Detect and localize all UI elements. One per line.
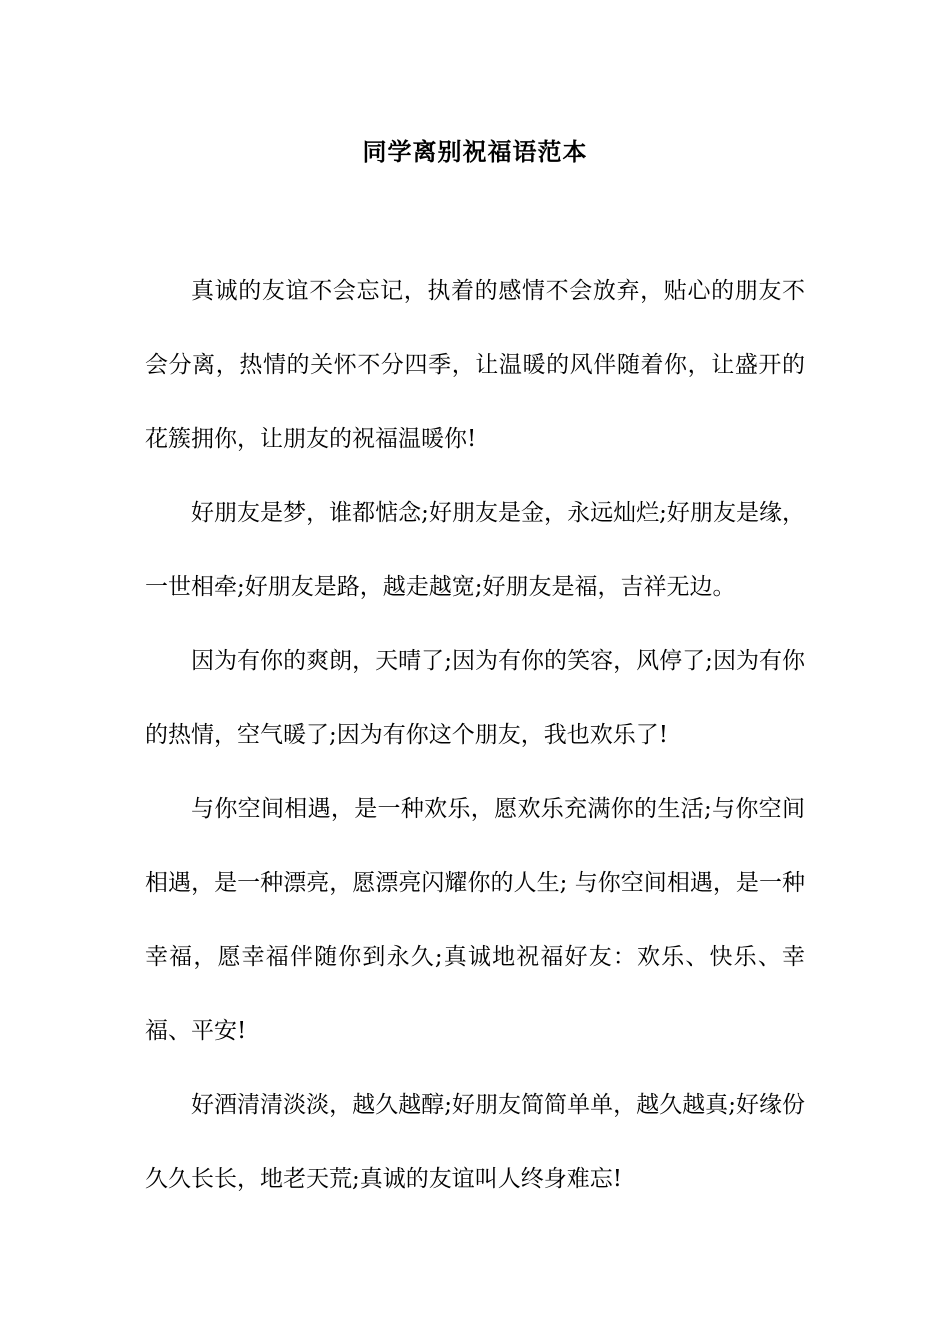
paragraph-3: 因为有你的爽朗，天晴了;因为有你的笑容，风停了;因为有你的热情，空气暖了;因为有你这个朋友，我也欢乐了! xyxy=(145,648,805,748)
paragraph-2: 好朋友是梦，谁都惦念;好朋友是金，永远灿烂;好朋友是缘，一世相牵;好朋友是路，越走越宽;好朋友是福，吉祥无边。 xyxy=(145,500,805,600)
document-title: 同学离别祝福语范本 xyxy=(362,138,588,166)
paragraph-4: 与你空间相遇，是一种欢乐，愿欢乐充满你的生活;与你空间相遇，是一种漂亮，愿漂亮闪耀你的人生; 与你空间相遇，是一种幸福，愿幸福伴随你到永久;真诚地祝福好友：欢乐、快乐、幸福、平安! xyxy=(145,796,805,1044)
document-body xyxy=(145,254,805,1216)
paragraph-5: 好酒清清淡淡，越久越醇;好朋友简简单单，越久越真;好缘份久久长长，地老天荒;真诚的友谊叫人终身难忘! xyxy=(145,1092,805,1192)
paragraph-1: 真诚的友谊不会忘记，执着的感情不会放弃，贴心的朋友不会分离，热情的关怀不分四季，让温暖的风伴随着你，让盛开的花簇拥你，让朋友的祝福温暖你! xyxy=(145,278,805,452)
